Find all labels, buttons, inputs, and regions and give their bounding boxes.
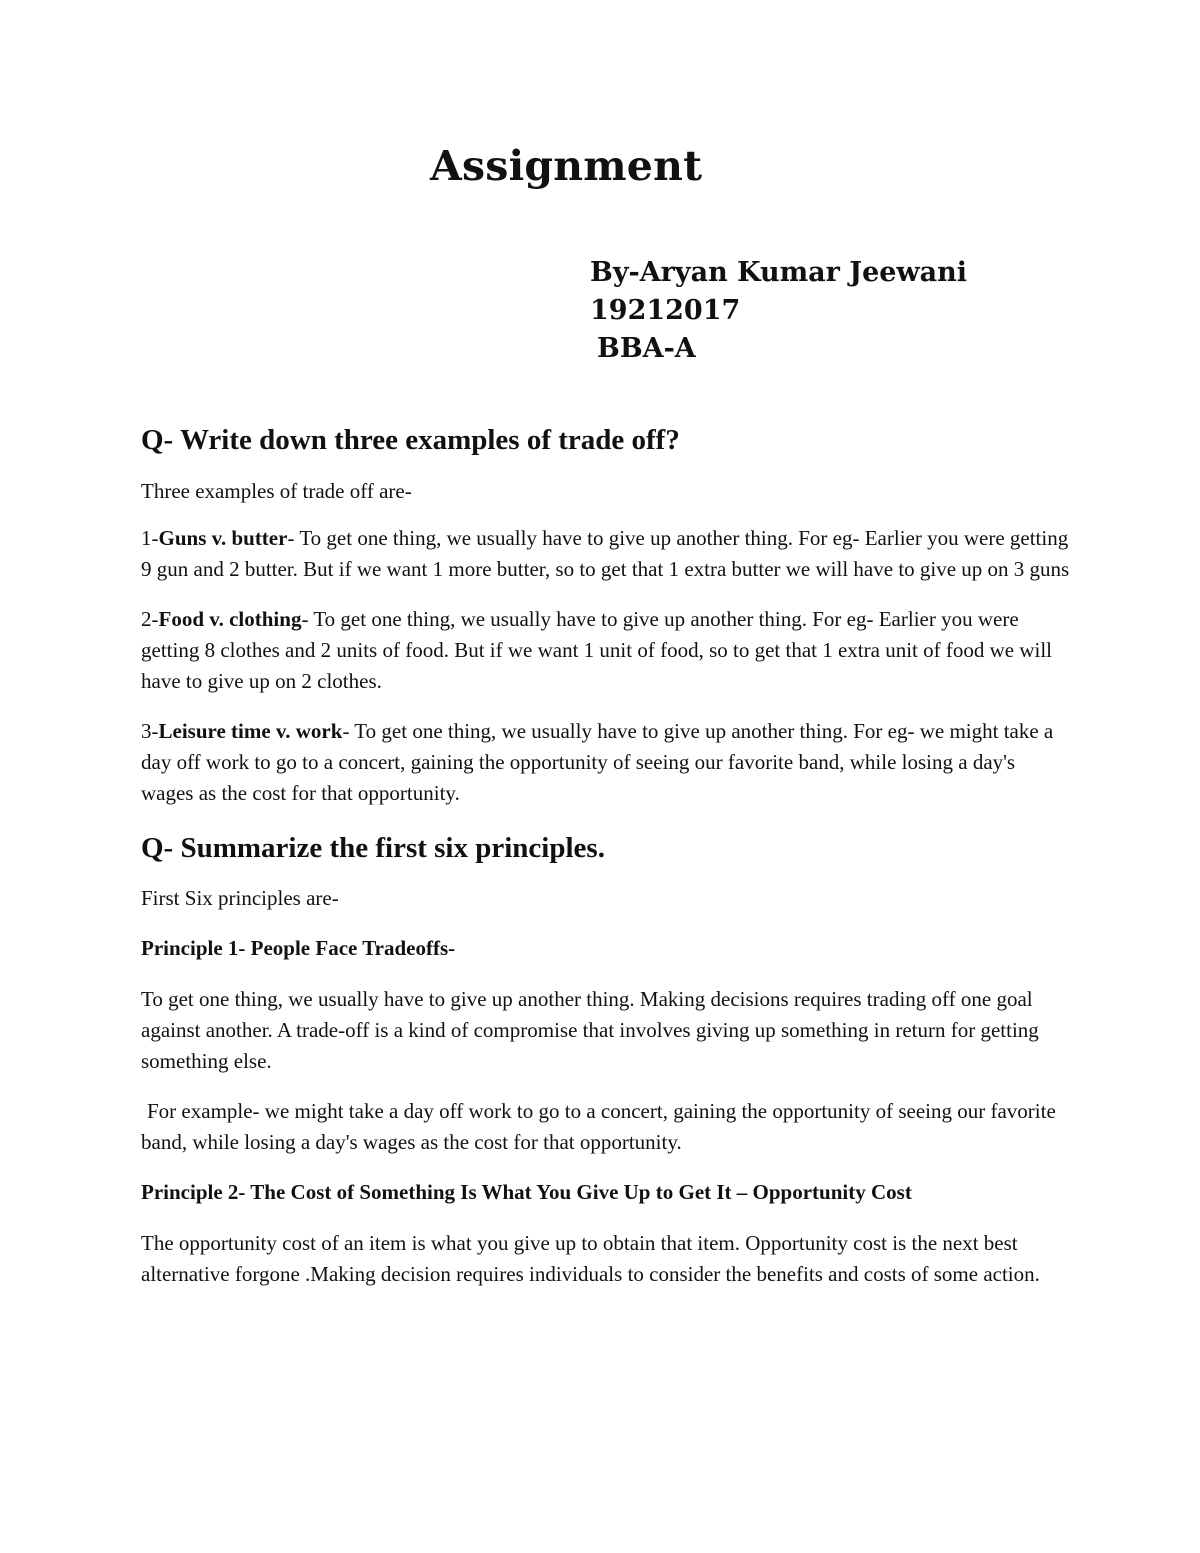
author-block (590, 254, 967, 368)
principle-1-example: For example- we might take a day off work to go to a concert, gaining the opportunity of seeing our favorite band, while losing a day's wages as the cost for that opportunity. (141, 1099, 1056, 1154)
principle-1-paragraph: To get one thing, we usually have to give up another thing. Making decisions requires trading off one goal against another. A trade-off is a kind of compromise that involves giving up something in return for getting something else. (141, 987, 1039, 1073)
question-2-intro: First Six principles are- (141, 886, 339, 910)
example-item (141, 523, 1071, 585)
example-text: - To get one thing, we usually have to give up another thing. For eg- Earlier you were getting 9 gun and 2 butter. But if we want 1 more butter, so to get that 1 extra butter we will have to give up on 3 guns (141, 526, 1070, 581)
author-name: By-Aryan Kumar Jeewani (590, 257, 968, 288)
principle-2-paragraph: The opportunity cost of an item is what you give up to obtain that item. Opportunity cost is the next best alternative forgone .Making decision requires individuals to consider the benefits and costs of some action. (141, 1231, 1040, 1286)
example-item (141, 716, 1071, 809)
principle-1-heading: Principle 1- People Face Tradeoffs- (141, 936, 456, 960)
question-2-heading: Q- Summarize the first six principles. (141, 832, 605, 864)
question-1-intro: Three examples of trade off are- (141, 479, 412, 503)
example-term: Food v. clothing (158, 607, 302, 631)
example-text: - To get one thing, we usually have to give up another thing. For eg- we might take a day off work to go to a concert, gaining the opportunity of seeing our favorite band, while losing a day's wages as the cost for that opportunity. (141, 719, 1054, 805)
document-title: Assignment (430, 142, 703, 190)
student-id: 19212017 (590, 295, 741, 326)
question-1-heading: Q- Write down three examples of trade off? (141, 424, 680, 456)
document-body (141, 420, 1071, 1309)
example-number: 1- (141, 526, 159, 550)
course-name: BBA-A (597, 333, 696, 364)
example-number: 2- (141, 607, 159, 631)
example-text: - To get one thing, we usually have to give up another thing. For eg- Earlier you were getting 8 clothes and 2 units of food. But if we want 1 unit of food, so to get that 1 extra unit of food we will have to give up on 2 clothes. (141, 607, 1053, 693)
example-item (141, 604, 1071, 697)
example-number: 3- (141, 719, 159, 743)
example-term: Leisure time v. work (158, 719, 343, 743)
principle-2-heading: Principle 2- The Cost of Something Is What You Give Up to Get It – Opportunity Cost (141, 1180, 912, 1204)
example-term: Guns v. butter (158, 526, 288, 550)
